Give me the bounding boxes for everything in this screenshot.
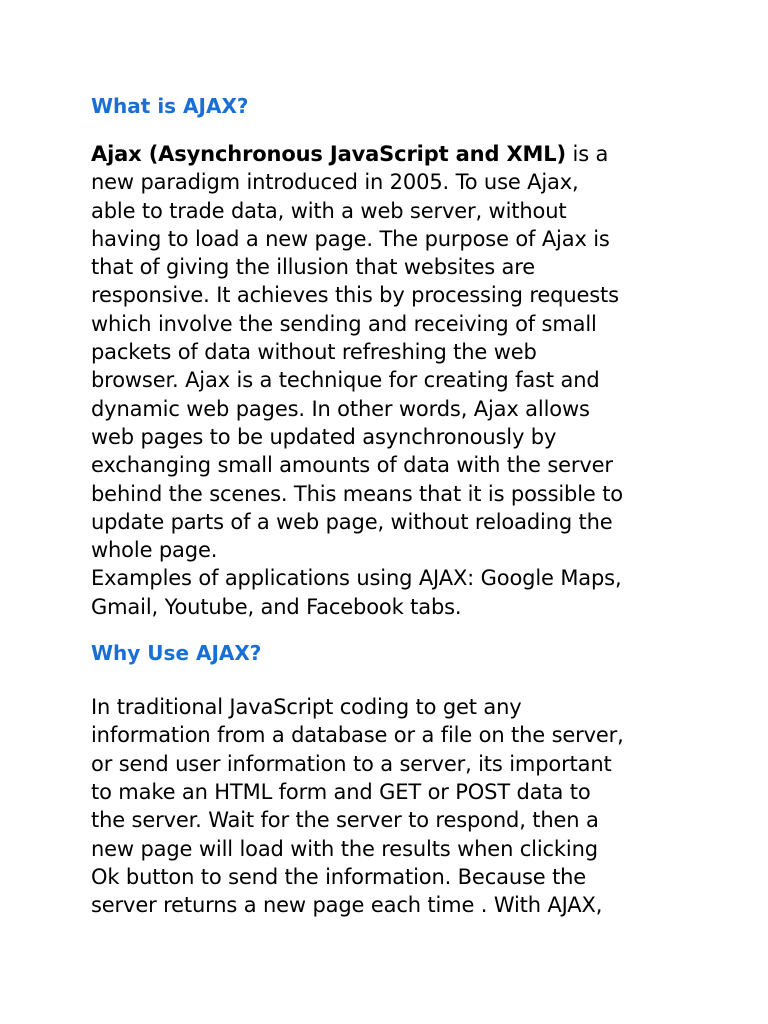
text-line: having to load a new page. The purpose of Ajax is [91, 226, 610, 251]
text-line: server returns a new page each time . With AJAX, [91, 893, 603, 918]
heading-why-use-ajax: Why Use AJAX? [91, 641, 262, 666]
text-line [91, 140, 731, 168]
text-line: the server. Wait for the server to respond, then a [91, 808, 599, 833]
text-line: behind the scenes. This means that it is possible to [91, 481, 623, 506]
text-line: able to trade data, with a web server, without [91, 198, 567, 223]
bold-term: Ajax (Asynchronous JavaScript and XML) [91, 142, 566, 166]
paragraph-why-use-ajax [91, 693, 731, 919]
text-fragment: is a [565, 142, 609, 166]
text-line: Examples of applications using AJAX: Google Maps, [91, 566, 622, 591]
text-line: exchanging small amounts of data with the server [91, 453, 613, 478]
text-line: information from a database or a file on the server, [91, 723, 624, 748]
text-line: whole page. [91, 538, 218, 563]
text-line: or send user information to a server, its important [91, 751, 612, 776]
text-line: dynamic web pages. In other words, Ajax allows [91, 396, 590, 421]
document-page [91, 90, 731, 919]
text-line: browser. Ajax is a technique for creating fast and [91, 368, 600, 393]
text-line: update parts of a web page, without reloading the [91, 509, 613, 534]
text-line: packets of data without refreshing the web [91, 340, 537, 365]
text-line: that of giving the illusion that websites are [91, 255, 536, 280]
text-line: Ok button to send the information. Because the [91, 864, 587, 889]
text-line: web pages to be updated asynchronously by [91, 424, 557, 449]
text-line: new page will load with the results when clicking [91, 836, 598, 861]
text-line: responsive. It achieves this by processing requests [91, 283, 619, 308]
text-line: which involve the sending and receiving of small [91, 311, 597, 336]
paragraph-ajax-definition [91, 140, 731, 564]
text-line: new paradigm introduced in 2005. To use Ajax, [91, 170, 579, 195]
paragraph-ajax-examples [91, 564, 731, 621]
text-line: Gmail, Youtube, and Facebook tabs. [91, 594, 462, 619]
heading-what-is-ajax: What is AJAX? [91, 94, 249, 118]
text-line: In traditional JavaScript coding to get any [91, 695, 522, 720]
text-line: to make an HTML form and GET or POST data to [91, 779, 591, 804]
